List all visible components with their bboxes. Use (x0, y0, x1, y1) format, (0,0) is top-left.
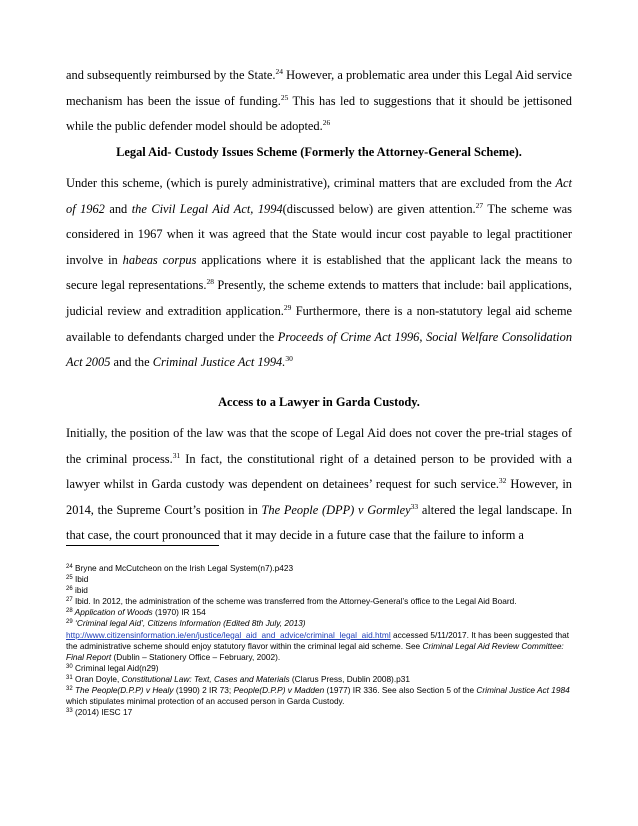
footnote-30 (66, 663, 572, 674)
footnote-number: 24 (66, 564, 73, 570)
p2-text-9: and the (110, 355, 153, 370)
p3-text-3: However, in 2014, the Supreme Court’s position in (66, 477, 572, 517)
footnote-text: Criminal legal Aid(n29) (72, 662, 159, 673)
footnote-ref-32[interactable]: 32 (498, 476, 507, 486)
footnote-separator (66, 545, 219, 546)
footnote-text-2: (Clarus Press, Dublin 2008).p31 (289, 673, 410, 684)
footnote-27 (66, 596, 572, 607)
footnote-33 (66, 707, 572, 718)
p2-text-3: (discussed below) are given attention. (282, 201, 476, 216)
p2-text-1: Under this scheme, (which is purely administrative), criminal matters that are excluded from the (66, 176, 556, 190)
footnote-text: ibid (72, 585, 88, 596)
footnote-text: (1970) IR 154 (152, 607, 206, 618)
p1-text-2: However, a problematic area under this Legal Aid service mechanism has been the issue of funding. (66, 68, 572, 108)
footnote-28 (66, 607, 572, 618)
footnote-ref-30[interactable]: 30 (285, 354, 293, 364)
p3-text-2: In fact, the constitutional right of a detained person to be provided with a lawyer whilst in Garda custody was dependent on detainees’ request for such service. (66, 451, 572, 492)
footnote-italic-cja-1984: Criminal Justice Act 1984 (476, 685, 570, 696)
footnote-number: 25 (66, 575, 73, 582)
p1-text-3: This has led to suggestions that it should be jettisoned while the public defender model should be adopted. (66, 93, 572, 134)
footnote-ref-31[interactable]: 31 (172, 450, 181, 460)
footnote-number: 33 (66, 708, 73, 715)
p1-text-1: and subsequently reimbursed by the State. (66, 68, 276, 82)
footnote-text-3: which stipulates minimal protection of an accused person in Garda Custody. (66, 696, 345, 707)
p2-text-5: applications where it is established that the applicant lack the means to secure legal representations. (66, 252, 573, 293)
footnote-text: Oran Doyle, (72, 673, 122, 684)
paragraph-scheme (66, 171, 572, 376)
footnote-ref-24[interactable]: 24 (275, 67, 283, 76)
footnote-number: 26 (66, 586, 73, 593)
footnote-number: 29 (66, 619, 73, 626)
footnote-italic-madden: People(D.P.P) v Madden (233, 685, 325, 696)
p2-italic-act-1962: Act of 1962 (66, 176, 572, 216)
footnote-29 (66, 618, 572, 662)
footnote-ref-33[interactable]: 33 (410, 501, 419, 511)
p2-italic-habeas-corpus: habeas corpus (122, 252, 197, 267)
footnote-number: 27 (66, 597, 73, 604)
footnote-number: 28 (66, 608, 73, 615)
citizens-information-link[interactable]: http://www.citizensinformation.ie/en/justice/legal_aid_and_advice/criminal_legal_aid.html (66, 629, 391, 640)
footnote-ref-29[interactable]: 29 (283, 302, 292, 312)
footnote-26 (66, 585, 572, 596)
footnote-32 (66, 685, 572, 707)
footnote-25 (66, 574, 572, 585)
p2-italic-civil-legal-aid-act: the Civil Legal Aid Act, 1994 (131, 201, 283, 216)
footnote-24 (66, 563, 572, 574)
footnote-31 (66, 674, 572, 685)
footnote-ref-27[interactable]: 27 (475, 200, 484, 210)
footnote-italic-report: Criminal Legal Aid Review Committee: Final Report (66, 640, 564, 662)
footnote-number: 32 (66, 686, 73, 693)
footnote-text: (1990) 2 IR 73; (173, 685, 234, 696)
paragraph-funding (66, 63, 572, 140)
footnote-italic: Application of Woods (72, 607, 153, 618)
p3-italic-gormley: The People (DPP) v Gormley (261, 502, 411, 517)
p3-text-4: altered the legal landscape. In that case, the court pronounced that it may decide in a future case that the failure to inform a (66, 502, 572, 543)
footnote-text: (2014) IESC 17 (72, 707, 133, 718)
p2-text-7: Furthermore, there is a non-statutory legal aid scheme available to defendants charged under the (66, 303, 572, 344)
paragraph-garda-custody (66, 421, 572, 549)
footnote-text: accessed 5/11/2017. It has been suggested that the administrative scheme should enjoy statutory flavor within the criminal legal aid scheme. See (66, 629, 570, 651)
footnote-ref-26[interactable]: 26 (322, 118, 331, 128)
p2-text-2: and (104, 201, 132, 216)
section-heading-garda-custody: Access to a Lawyer in Garda Custody. (218, 395, 420, 409)
p2-italic-social-welfare: Social Welfare Consolidation Act 2005 (66, 329, 573, 370)
footnote-ref-28[interactable]: 28 (206, 277, 214, 287)
footnote-text-2: (Dublin – Stationery Office – February, 2002). (111, 651, 281, 662)
footnote-text: Ibid (72, 574, 89, 585)
footnote-italic-healy: The People(D.P.P) v Healy (72, 685, 174, 696)
footnote-number: 30 (66, 663, 73, 670)
p2-italic-criminal-justice-1994: Criminal Justice Act 1994. (152, 355, 286, 370)
p2-text-4: The scheme was considered in 1967 when it was agreed that the State would incur cost payable to legal practitioner involve in (66, 201, 572, 267)
footnotes (66, 563, 572, 718)
footnote-text: Bryne and McCutcheon on the Irish Legal System(n7).p423 (72, 563, 294, 573)
footnote-text: Ibid. In 2012, the administration of the scheme was transferred from the Attorney-General’s office to the Legal Aid Board. (72, 596, 517, 607)
p2-italic-proceeds-of-crime: Proceeds of Crime Act 1996 (277, 329, 420, 344)
footnote-italic: ‘Criminal legal Aid’, Citizens Information (Edited 8th July, 2013) (72, 618, 306, 629)
footnote-italic: Constitutional Law: Text, Cases and Materials (121, 673, 290, 684)
footnote-text-2: (1977) IR 336. See also Section 5 of the (324, 685, 477, 696)
p3-text-1: Initially, the position of the law was that the scope of Legal Aid does not cover the pre-trial stages of the criminal process. (66, 426, 572, 466)
p2-text-6: Presently, the scheme extends to matters that include: bail applications, judicial review and extradition application. (66, 278, 572, 318)
footnote-number: 31 (66, 674, 73, 681)
p2-text-8: , (419, 329, 427, 344)
footnote-ref-25[interactable]: 25 (280, 92, 289, 102)
section-heading-custody-scheme: Legal Aid- Custody Issues Scheme (Formerly the Attorney-General Scheme). (116, 145, 522, 159)
